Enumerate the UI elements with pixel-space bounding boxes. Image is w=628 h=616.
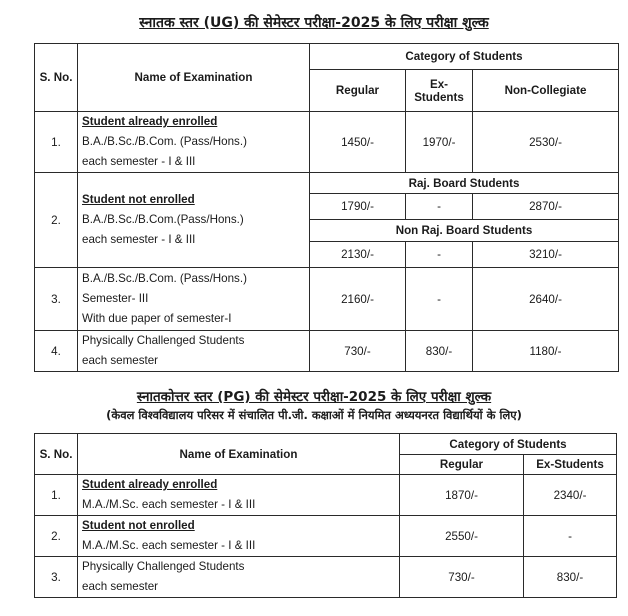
ug-row1-regular: 1450/- — [310, 112, 406, 173]
table-row — [35, 557, 617, 598]
ug-row4-name — [78, 331, 310, 372]
ug-row4-ex: 830/- — [406, 331, 473, 372]
table-row — [35, 268, 619, 331]
ug-row2-name — [78, 173, 310, 268]
pg-row2-sno: 2. — [35, 516, 78, 557]
table-row — [35, 112, 619, 173]
table-row — [35, 516, 617, 557]
ug-row1-line2: each semester - I & III — [82, 155, 196, 168]
table-row — [35, 475, 617, 516]
ug-row3-line2: Semester- III — [82, 292, 149, 305]
ug-row4-regular: 730/- — [310, 331, 406, 372]
pg-row2-heading: Student not enrolled — [82, 519, 195, 532]
ug-row1-sno: 1. — [35, 112, 78, 173]
pg-row1-regular: 1870/- — [400, 475, 524, 516]
table-row — [35, 331, 619, 372]
ug-row4-sno: 4. — [35, 331, 78, 372]
pg-header-category: Category of Students — [400, 434, 617, 455]
pg-header-sno: S. No. — [35, 434, 78, 475]
pg-row1-ex: 2340/- — [524, 475, 617, 516]
ug-row1-line1: B.A./B.Sc./B.Com. (Pass/Hons.) — [82, 135, 247, 148]
pg-title: स्नातकोत्तर स्तर (PG) की सेमेस्टर परीक्षा-2025 के लिए परीक्षा शुल्क — [136, 389, 492, 405]
ug-row3-line3: With due paper of semester-I — [82, 312, 232, 325]
pg-row2-ex: - — [524, 516, 617, 557]
pg-header-ex: Ex-Students — [524, 455, 617, 475]
pg-row2-line1: M.A./M.Sc. each semester - I & III — [82, 539, 256, 552]
ug-row4-line1: Physically Challenged Students — [82, 334, 245, 347]
ug-header-name: Name of Examination — [78, 44, 310, 112]
ug-row1-name — [78, 112, 310, 173]
pg-row1-heading: Student already enrolled — [82, 478, 218, 491]
ug-row1-heading: Student already enrolled — [82, 115, 218, 128]
ug-row2-line2: each semester - I & III — [82, 233, 196, 246]
ug-row1-noncollegiate: 2530/- — [473, 112, 619, 173]
pg-row3-sno: 3. — [35, 557, 78, 598]
pg-row3-ex: 830/- — [524, 557, 617, 598]
pg-subtitle: (केवल विश्वविद्यालय परिसर में संचालित पी.जी. कक्षाओं में नियमित अध्ययनरत विद्यार्थियों के लिए) — [106, 408, 522, 422]
ug-raj-board-label: Raj. Board Students — [310, 173, 619, 194]
ug-nonraj-regular: 2130/- — [310, 242, 406, 268]
pg-row1-name — [78, 475, 400, 516]
ug-raj-noncollegiate: 2870/- — [473, 194, 619, 220]
ug-raj-regular: 1790/- — [310, 194, 406, 220]
pg-row3-line2: each semester — [82, 580, 159, 593]
ug-row1-ex: 1970/- — [406, 112, 473, 173]
ug-raj-ex: - — [406, 194, 473, 220]
ug-row3-name — [78, 268, 310, 331]
ug-row3-noncollegiate: 2640/- — [473, 268, 619, 331]
ug-title: स्नातक स्तर (UG) की सेमेस्टर परीक्षा-2025 के लिए परीक्षा शुल्क — [139, 15, 489, 31]
ug-row3-line1: B.A./B.Sc./B.Com. (Pass/Hons.) — [82, 272, 247, 285]
ug-row2-line1: B.A./B.Sc./B.Com.(Pass/Hons.) — [82, 213, 244, 226]
ug-header-ex: Ex- Students — [406, 70, 473, 112]
ug-fee-table — [34, 43, 619, 372]
ug-nonraj-noncollegiate: 3210/- — [473, 242, 619, 268]
pg-row1-sno: 1. — [35, 475, 78, 516]
pg-header-name: Name of Examination — [78, 434, 400, 475]
ug-row4-line2: each semester — [82, 354, 159, 367]
ug-header-regular: Regular — [310, 70, 406, 112]
pg-header-regular: Regular — [400, 455, 524, 475]
ug-row2-sno: 2. — [35, 173, 78, 268]
ug-row3-sno: 3. — [35, 268, 78, 331]
pg-row2-regular: 2550/- — [400, 516, 524, 557]
pg-row1-line1: M.A./M.Sc. each semester - I & III — [82, 498, 256, 511]
ug-row2-heading: Student not enrolled — [82, 193, 195, 206]
ug-nonraj-ex: - — [406, 242, 473, 268]
ug-nonraj-board-label: Non Raj. Board Students — [310, 220, 619, 242]
pg-row3-regular: 730/- — [400, 557, 524, 598]
pg-fee-table — [34, 433, 617, 598]
ug-header-category: Category of Students — [310, 44, 619, 70]
pg-row2-name — [78, 516, 400, 557]
ug-header-noncollegiate: Non-Collegiate — [473, 70, 619, 112]
ug-row3-ex: - — [406, 268, 473, 331]
ug-row3-regular: 2160/- — [310, 268, 406, 331]
ug-row4-noncollegiate: 1180/- — [473, 331, 619, 372]
ug-header-sno: S. No. — [35, 44, 78, 112]
pg-row3-name — [78, 557, 400, 598]
pg-row3-line1: Physically Challenged Students — [82, 560, 245, 573]
